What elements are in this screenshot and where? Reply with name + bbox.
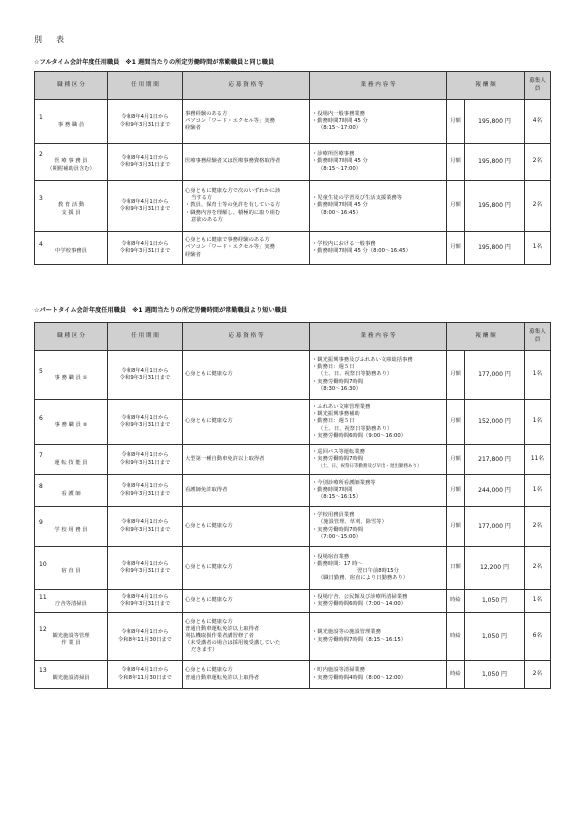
page-title: 別 表: [34, 35, 67, 44]
duty-line: ・観光振興事務及びふれあい文庫総括事務: [312, 357, 413, 364]
appointment-period-cell: [108, 351, 183, 400]
qualification-line: 刈払機取扱作業者講習修了者: [185, 632, 254, 639]
duty-line: （8:15～17:00）: [318, 165, 362, 172]
appointment-period-cell: [108, 445, 183, 475]
pay-amount-cell: 1,050 円: [465, 661, 525, 689]
duty-line: ・勤務時間7時間 45 分: [312, 158, 368, 165]
qualification-line: 大型第一種自動車免許以上取得者: [185, 455, 265, 462]
job-number: 8: [39, 483, 43, 491]
job-category-cell: [35, 144, 108, 181]
job-category-cell: [35, 507, 108, 547]
job-name: 観光施設清掃員: [52, 674, 90, 681]
pay-amount-cell: 244,000 円: [465, 475, 525, 507]
table-row: [35, 507, 551, 547]
header-period: 任 用 期 間: [108, 323, 183, 351]
header-count: 募集人員: [525, 72, 551, 100]
appointment-period-cell: [108, 181, 183, 232]
period-line: 令和9年3月31日まで: [119, 121, 171, 128]
job-number: 10: [39, 560, 47, 568]
recruit-count-cell: 2名: [525, 181, 551, 232]
duty-line: ・実務労働時間4時間（8:00～12:00）: [312, 674, 407, 681]
duty-line: ・勤務時間：17 時～: [312, 560, 363, 567]
qualification-line: パソコン「ワード・エクセル等」実務: [185, 244, 275, 251]
duty-line: ・役場内一般事務業務: [312, 110, 365, 117]
qualification-line: ・職務内容を理解し、積極的に取り組む: [185, 209, 281, 216]
qualification-line: 看護師免許取得者: [185, 486, 228, 493]
duty-line: （土、日、祝祭日等勤務あり）: [318, 371, 393, 378]
qualification-line: 心身ともに健康な方: [185, 418, 233, 425]
appointment-period-cell: [108, 613, 183, 661]
header-qualifications: 応 募 資 格 等: [183, 72, 310, 100]
header-count: 募集人員: [525, 323, 551, 351]
duty-line: （8:00～16:45）: [318, 209, 362, 216]
header-pay: 報 酬 額: [447, 72, 525, 100]
table-row: [35, 181, 551, 232]
appointment-period-cell: [108, 590, 183, 613]
duty-line: ・役場庁舎、公民館及び診療所清掃業務: [312, 593, 408, 600]
period-line: 令和9年3月31日まで: [119, 206, 171, 212]
job-category-cell: [35, 400, 108, 445]
job-name: 観光施設等管理: [52, 632, 90, 639]
recruit-count-cell: 2名: [525, 661, 551, 689]
table-row: [35, 351, 551, 400]
table-row: [35, 661, 551, 689]
header-duties: 業 務 内 容 等: [310, 72, 447, 100]
recruit-count-cell: 4名: [525, 100, 551, 144]
pay-type-cell: 月額: [447, 445, 465, 475]
job-number: 13: [39, 667, 47, 675]
job-number: 9: [39, 519, 43, 527]
pay-type-cell: 月額: [447, 475, 465, 507]
duty-line: ・勤務時間7時間 45 分: [312, 202, 368, 209]
duty-line: （土、日、祝祭日等勤務あり）: [318, 425, 393, 432]
qualification-line: 心身ともに健康な方: [185, 371, 233, 378]
pay-amount-cell: 152,000 円: [465, 400, 525, 445]
duty-line: ・実務労働時間7時間: [312, 378, 364, 385]
duty-line: ・観光振興事務補助: [312, 411, 360, 418]
duties-cell: [310, 445, 447, 475]
pay-amount-cell: 1,050 円: [465, 590, 525, 613]
qualification-line: 事務経験のある方: [185, 110, 228, 117]
period-line: 令和9年3月31日まで: [119, 162, 171, 168]
pay-amount-cell: 217,800 円: [465, 445, 525, 475]
qualification-line: 心身ともに健康な方: [185, 618, 233, 625]
qualification-line: 心身ともに健康で事務経験のある方: [185, 237, 270, 244]
job-name: 中学校事務員: [55, 248, 87, 254]
pay-amount-cell: 195,800 円: [465, 232, 525, 265]
pay-amount-cell: 195,800 円: [465, 181, 525, 232]
recruit-count-cell: 6名: [525, 613, 551, 661]
duty-line: ・役場宿直業務: [312, 553, 350, 560]
appointment-period-cell: [108, 100, 183, 144]
job-category-cell: [35, 475, 108, 507]
header-category: 職 種 区 分: [35, 72, 108, 100]
qualifications-cell: [183, 613, 310, 661]
duty-line: （8:30～16:30）: [318, 385, 362, 392]
duty-line: ・実務労働時間6時間（7:00～14:00）: [312, 601, 407, 607]
table-row: [35, 590, 551, 613]
duty-line: （8:15～16:15）: [318, 494, 362, 501]
pay-amount-cell: 177,000 円: [465, 351, 525, 400]
appointment-period-cell: [108, 400, 183, 445]
appointment-period-cell: [108, 661, 183, 689]
qualifications-cell: [183, 590, 310, 613]
job-category-cell: [35, 445, 108, 475]
duty-line: ・巡回バス等運転業務: [312, 448, 365, 455]
duty-line: （施設管理、草刈、除雪等）: [318, 519, 387, 526]
pay-amount-cell: 195,800 円: [465, 100, 525, 144]
pay-type-cell: 月額: [447, 351, 465, 400]
qualification-line: 普通自動車運転免許以上取得者: [185, 625, 260, 632]
period-line: 令和9年3月31日まで: [119, 526, 171, 533]
duty-line: ・勤務時間7時間: [312, 486, 353, 493]
pay-type-cell: 時給: [447, 590, 465, 613]
period-line: 令和8年4月1日から: [121, 240, 169, 247]
qualification-line: ・教員、保育士等の免許を有している方: [185, 202, 281, 209]
job-name-sub: （期附補助員含む）: [47, 165, 95, 172]
duty-line: （職日勤務、宿直により日勤務あり）: [318, 575, 409, 582]
job-number: 1: [39, 114, 43, 122]
qualification-line: パソコン「ワード・エクセル等」実務: [185, 117, 275, 124]
recruit-count-cell: 1名: [525, 351, 551, 400]
table-row: [35, 100, 551, 144]
recruit-count-cell: 1名: [525, 590, 551, 613]
duty-line: ・実務労働時間7時間（8:15～16:15）: [312, 636, 407, 643]
duty-line: ・学校内における一般事務: [312, 240, 376, 247]
appointment-period-cell: [108, 232, 183, 265]
duty-line: ・勤務日：週５日: [312, 418, 355, 425]
qualification-line: 心身ともに健康な方: [185, 522, 233, 529]
period-line: 令和8年4月1日から: [121, 629, 169, 636]
period-line: 令和8年4月1日から: [121, 198, 169, 205]
duty-line: ・実務労働時間6時間（9:00～16:00）: [312, 432, 407, 439]
recruit-count-cell: 2名: [525, 547, 551, 590]
job-name: 事 務 職 員 ①: [54, 375, 88, 381]
pay-type-cell: 月額: [447, 507, 465, 547]
duty-line: ・勤務日：週５日: [312, 364, 355, 371]
job-number: 2: [39, 151, 43, 159]
period-line: 令和8年4月1日から: [121, 560, 169, 567]
duties-cell: [310, 351, 447, 400]
duty-line: （8:15～17:00）: [318, 125, 362, 132]
job-number: 3: [39, 195, 43, 203]
qualification-line: 心身ともに健康な方で次のいずれかに該: [185, 188, 281, 195]
qualifications-cell: [183, 400, 310, 445]
period-line: 令和9年3月31日まで: [119, 568, 171, 574]
duties-cell: [310, 661, 447, 689]
period-line: 令和8年4月1日から: [121, 483, 169, 490]
qualification-line: 心身ともに健康な方: [185, 667, 233, 674]
job-category-cell: [35, 232, 108, 265]
job-name: 事 務 職 員: [57, 121, 85, 128]
period-line: 令和8年11月30日まで: [118, 674, 172, 681]
recruit-count-cell: 11名: [525, 445, 551, 475]
period-line: 令和9年3月31日まで: [119, 459, 171, 466]
duty-line: 翌日午前8時15分: [357, 568, 399, 574]
table-row: [35, 613, 551, 661]
qualifications-cell: [183, 181, 310, 232]
job-name: 事 務 職 員 ②: [54, 422, 88, 428]
parttime-staff-table: [34, 322, 551, 689]
period-line: 令和8年4月1日から: [121, 593, 169, 600]
recruit-count-cell: 1名: [525, 232, 551, 265]
qualifications-cell: [183, 100, 310, 144]
duty-line: ・学校用務員業務: [312, 512, 355, 519]
job-category-cell: [35, 661, 108, 689]
parttime-section-heading: ☆パートタイム会計年度任用職員 ※1 週間当たりの所定労働時間が常勤職員より短い職員: [34, 307, 288, 314]
job-category-cell: [35, 351, 108, 400]
job-number: 7: [39, 452, 43, 460]
header-period: 任 用 期 間: [108, 72, 183, 100]
job-number: 6: [39, 414, 43, 422]
qualification-line: 経験者: [185, 125, 201, 132]
qualifications-cell: [183, 661, 310, 689]
qualification-line: 医療事務経験者又は医療事務資格取得者: [185, 158, 281, 165]
pay-type-cell: 月額: [447, 181, 465, 232]
qualification-line: 経験者: [185, 251, 201, 258]
pay-type-cell: 月額: [447, 100, 465, 144]
period-line: 令和9年3月31日まで: [119, 490, 171, 497]
job-name-sub: 支 援 員: [61, 209, 81, 216]
duty-line: ・勤務時間7時間 45 分（8:00～16:45）: [312, 248, 411, 254]
duty-line: （土、日、祝祭日等勤務及び早出・遅出勤務あり）: [318, 464, 422, 470]
duty-line: ・町内施設等清掃業務: [312, 667, 365, 674]
duties-cell: [310, 400, 447, 445]
job-name: 看 護 師: [61, 490, 81, 497]
job-name-sub: 作 業 員: [61, 640, 81, 647]
job-name: 宿 直 員: [61, 568, 81, 574]
duty-line: ・診療所医療事務: [312, 151, 355, 158]
qualifications-cell: [183, 144, 310, 181]
job-name: 運 転 技 能 員: [54, 459, 88, 466]
period-line: 令和9年3月31日まで: [119, 422, 171, 428]
pay-type-cell: 月額: [447, 400, 465, 445]
table-row: [35, 144, 551, 181]
header-qualifications: 応 募 資 格 等: [183, 323, 310, 351]
duties-cell: [310, 547, 447, 590]
duties-cell: [310, 507, 447, 547]
duty-line: ・勤務時間7時間 45 分: [312, 117, 368, 124]
pay-type-cell: 月額: [447, 144, 465, 181]
period-line: 令和8年11月30日まで: [118, 636, 172, 643]
qualification-line: 意欲のある方: [191, 216, 223, 223]
job-name: 庁舎等清掃員: [55, 601, 87, 607]
job-number: 12: [39, 625, 47, 633]
qualification-line: 心身ともに健康な方: [185, 597, 233, 604]
job-category-cell: [35, 547, 108, 590]
qualification-line: 普通自動車運転免許以上取得者: [185, 674, 260, 681]
qualifications-cell: [183, 445, 310, 475]
appointment-period-cell: [108, 547, 183, 590]
qualification-line: （未受講者の場合は採用後受講していた: [185, 640, 281, 647]
recruit-count-cell: 2名: [525, 507, 551, 547]
table-row: [35, 547, 551, 590]
period-line: 令和8年4月1日から: [121, 519, 169, 526]
recruit-count-cell: 1名: [525, 475, 551, 507]
period-line: 令和8年4月1日から: [121, 667, 169, 674]
qualification-line: だきます）: [191, 647, 218, 654]
duty-line: ・今別診療所看護師業務等: [312, 479, 376, 486]
recruit-count-cell: 2名: [525, 144, 551, 181]
header-category: 職 種 区 分: [35, 323, 108, 351]
duty-line: ・ふれあい文庫管理業務: [312, 404, 371, 411]
fulltime-section-heading: ☆フルタイム会計年度任用職員 ※1 週間当たりの所定労働時間が常勤職員と同じ職員: [34, 59, 275, 66]
table-row: [35, 400, 551, 445]
period-line: 令和8年4月1日から: [121, 154, 169, 161]
pay-type-cell: 時給: [447, 661, 465, 689]
period-line: 令和9年3月31日まで: [119, 375, 171, 381]
duties-cell: [310, 613, 447, 661]
table-row: [35, 475, 551, 507]
duty-line: ・観光施設等の施設管理業務: [312, 629, 381, 636]
job-name: 学 校 用 務 員: [54, 526, 88, 533]
pay-amount-cell: 1,050 円: [465, 613, 525, 661]
period-line: 令和8年4月1日から: [121, 114, 169, 121]
period-line: 令和9年3月31日まで: [119, 601, 171, 607]
duties-cell: [310, 100, 447, 144]
duty-line: （7:00～15:00）: [318, 533, 362, 540]
duties-cell: [310, 181, 447, 232]
qualifications-cell: [183, 547, 310, 590]
job-name: 教 育 活 動: [57, 202, 85, 209]
duties-cell: [310, 144, 447, 181]
duty-line: ・実務労働時間7時間: [312, 455, 364, 462]
period-line: 令和8年4月1日から: [121, 452, 169, 459]
pay-type-cell: 日額: [447, 547, 465, 590]
job-category-cell: [35, 590, 108, 613]
appointment-period-cell: [108, 475, 183, 507]
table-header-row: [35, 323, 551, 351]
duties-cell: [310, 232, 447, 265]
recruit-count-cell: 1名: [525, 400, 551, 445]
qualifications-cell: [183, 475, 310, 507]
qualifications-cell: [183, 351, 310, 400]
period-line: 令和9年3月31日まで: [119, 248, 171, 254]
job-number: 11: [39, 593, 47, 601]
duty-line: ・実務労働時間7時間: [312, 526, 364, 533]
job-number: 4: [39, 240, 43, 248]
job-number: 5: [39, 367, 43, 375]
qualifications-cell: [183, 232, 310, 265]
header-pay: 報 酬 額: [447, 323, 525, 351]
table-header-row: [35, 72, 551, 100]
job-category-cell: [35, 100, 108, 144]
period-line: 令和8年4月1日から: [121, 414, 169, 421]
qualification-line: 当する方: [191, 195, 213, 202]
pay-amount-cell: 12,200 円: [465, 547, 525, 590]
appointment-period-cell: [108, 144, 183, 181]
duty-line: ・児童生徒の学習及び生活支援業務等: [312, 195, 403, 202]
job-category-cell: [35, 613, 108, 661]
header-duties: 業 務 内 容 等: [310, 323, 447, 351]
pay-amount-cell: 195,800 円: [465, 144, 525, 181]
job-category-cell: [35, 181, 108, 232]
period-line: 令和8年4月1日から: [121, 367, 169, 374]
table-row: [35, 232, 551, 265]
pay-type-cell: 月額: [447, 232, 465, 265]
table-row: [35, 445, 551, 475]
qualification-line: 心身ともに健康な方: [185, 564, 233, 571]
appointment-period-cell: [108, 507, 183, 547]
pay-amount-cell: 177,000 円: [465, 507, 525, 547]
duties-cell: [310, 590, 447, 613]
duties-cell: [310, 475, 447, 507]
qualifications-cell: [183, 507, 310, 547]
fulltime-staff-table: [34, 71, 551, 265]
job-name: 医 療 事 務 員: [54, 158, 88, 165]
pay-type-cell: 時給: [447, 613, 465, 661]
